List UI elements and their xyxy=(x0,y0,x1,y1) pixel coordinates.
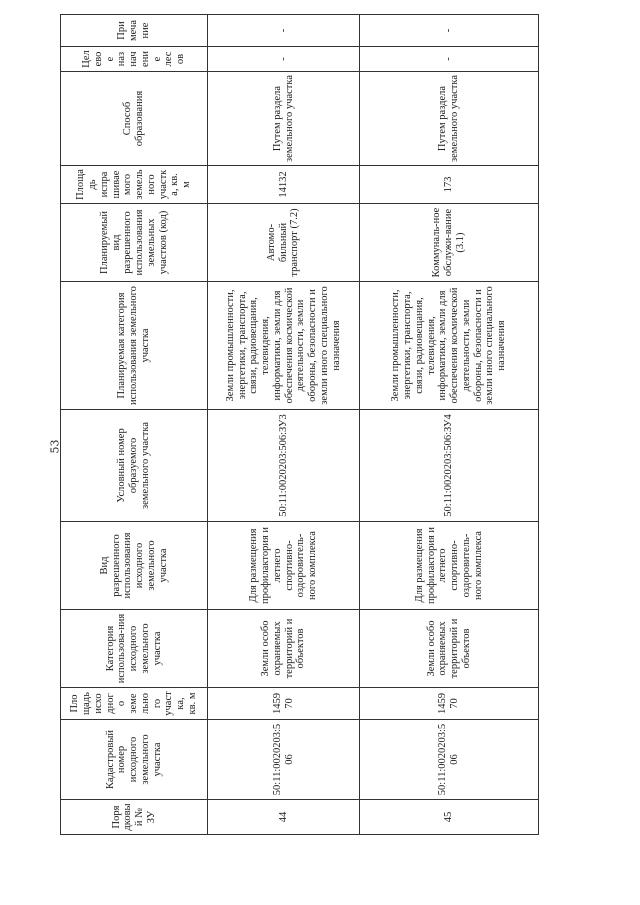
cell-forest-purpose: - xyxy=(208,47,360,72)
header-row xyxy=(61,15,208,835)
header-source-category: Категория использова-ния исходного земельного участка xyxy=(61,610,208,688)
cell-note: - xyxy=(208,15,360,47)
header-plot-number: Порядковый № ЗУ xyxy=(61,800,208,835)
header-source-cadastral-number: Кадастровый номер исходного земельного участка xyxy=(61,720,208,800)
cell-formation-method: Путем раздела земельного участка xyxy=(208,72,360,166)
header-source-area: Площадь исходного земельного участка, кв. м xyxy=(61,688,208,720)
cell-source-cadastral-number: 50:11:0020203:506 xyxy=(360,720,539,800)
cell-new-plot-number: 50:11:0020203:506:ЗУ4 xyxy=(360,410,539,522)
header-requested-area: Площадь испрашиваемого земельного участка, кв. м xyxy=(61,166,208,204)
header-new-plot-number: Условный номер образуемого земельного участка xyxy=(61,410,208,522)
cell-source-cadastral-number: 50:11:0020203:506 xyxy=(208,720,360,800)
cell-plot-number: 44 xyxy=(208,800,360,835)
cell-forest-purpose: - xyxy=(360,47,539,72)
cell-source-category: Земли особо охраняемых территорий и объектов xyxy=(208,610,360,688)
cell-source-permitted-use: Для размещения профилактория и летнего спортивно-оздоровитель-ного комплекса xyxy=(208,522,360,610)
header-planned-category: Планируемая категория использования земельного участка xyxy=(61,282,208,410)
cell-note: - xyxy=(360,15,539,47)
page-number: 53 xyxy=(48,439,62,454)
cell-planned-category: Земли промышленности, энергетики, транспорта, связи, радиовещания, телевидения, информатики, земли для обеспечения космической деятельности, земли обороны, безопасности и земли иного специального назначения xyxy=(360,282,539,410)
table-row xyxy=(360,15,539,835)
cell-source-area: 145970 xyxy=(360,688,539,720)
cell-planned-use: Автомо-бильный транспорт (7.2) xyxy=(208,204,360,282)
cell-new-plot-number: 50:11:0020203:506:ЗУ3 xyxy=(208,410,360,522)
header-note: Примечание xyxy=(61,15,208,47)
cell-source-permitted-use: Для размещения профилактория и летнего спортивно-оздоровитель-ного комплекса xyxy=(360,522,539,610)
cell-requested-area: 173 xyxy=(360,166,539,204)
cell-source-category: Земли особо охраняемых территорий и объектов xyxy=(360,610,539,688)
rotated-table-wrapper xyxy=(60,15,525,835)
cell-planned-category: Земли промышленности, энергетики, транспорта, связи, радиовещания, телевидения, информатики, земли для обеспечения космической деятельности, земли обороны, безопасности и земли иного специального назначения xyxy=(208,282,360,410)
table-row xyxy=(208,15,360,835)
header-formation-method: Способ образования xyxy=(61,72,208,166)
cell-formation-method: Путем раздела земельного участка xyxy=(360,72,539,166)
header-planned-use: Планируемый вид разрешенного использования земельных участков (код) xyxy=(61,204,208,282)
cell-planned-use: Коммуналь-ное обслужи-вание (3.1) xyxy=(360,204,539,282)
cell-requested-area: 14132 xyxy=(208,166,360,204)
land-plots-table xyxy=(60,14,539,835)
cell-source-area: 145970 xyxy=(208,688,360,720)
header-source-permitted-use: Вид разрешенного использования исходного земельного участка xyxy=(61,522,208,610)
cell-plot-number: 45 xyxy=(360,800,539,835)
header-forest-purpose: Целевое назначение лесов xyxy=(61,47,208,72)
